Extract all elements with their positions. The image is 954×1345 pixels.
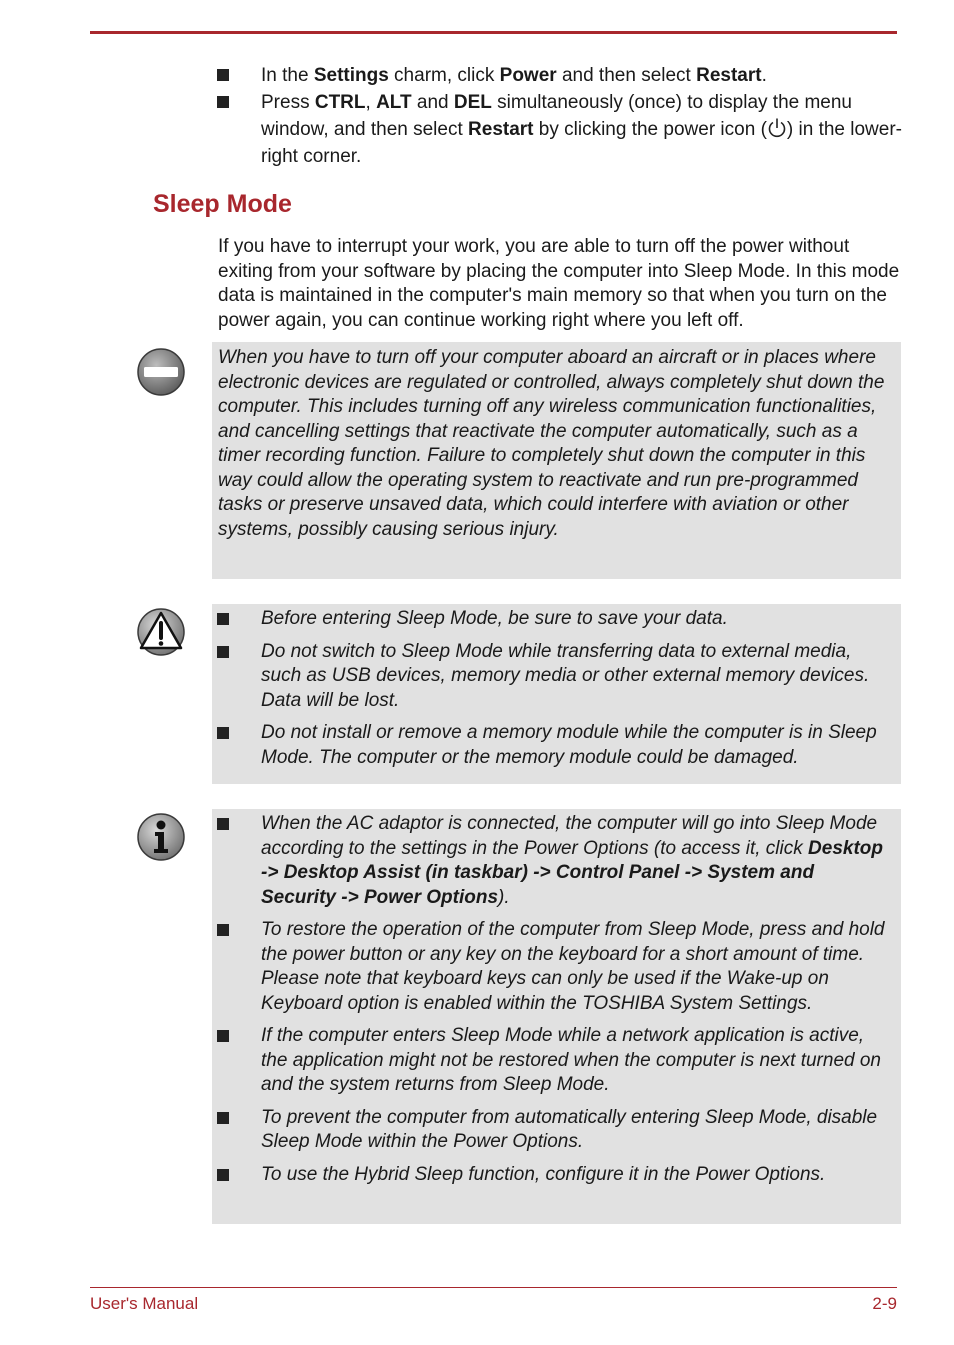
list-item: To prevent the computer from automatically entering Sleep Mode, disable Sleep Mode within the Power Options. bbox=[217, 1106, 893, 1155]
info-list bbox=[212, 809, 901, 1187]
bullet-square bbox=[217, 727, 229, 739]
prohibition-icon bbox=[135, 346, 187, 398]
bullet-square bbox=[217, 1112, 229, 1124]
section-title: Sleep Mode bbox=[153, 190, 292, 218]
footer-title: User's Manual bbox=[90, 1294, 199, 1313]
list-item: In the Settings charm, click Power and then select Restart. bbox=[217, 62, 902, 89]
restart-methods-list bbox=[217, 62, 902, 170]
bullet-square bbox=[217, 646, 229, 658]
info-note bbox=[212, 809, 901, 1224]
list-item: If the computer enters Sleep Mode while a network application is active, the application might not be restored when the computer is next turned on and the system returns from Sleep Mode. bbox=[217, 1024, 893, 1098]
bullet-square bbox=[217, 818, 229, 830]
list-item: Do not switch to Sleep Mode while transferring data to external media, such as USB devices, memory media or other external memory devices. Data will be lost. bbox=[217, 640, 893, 714]
bullet-square bbox=[217, 96, 229, 108]
power-icon bbox=[767, 117, 787, 139]
list-item: Do not install or remove a memory module while the computer is in Sleep Mode. The computer or the memory module could be damaged. bbox=[217, 721, 893, 770]
page-number: 2-9 bbox=[872, 1294, 897, 1313]
bullet-square bbox=[217, 924, 229, 936]
caution-list bbox=[212, 604, 901, 770]
prohibition-note bbox=[212, 342, 901, 579]
list-item: To use the Hybrid Sleep function, configure it in the Power Options. bbox=[217, 1163, 893, 1188]
bullet-square bbox=[217, 69, 229, 81]
caution-icon bbox=[135, 606, 187, 658]
list-item: To restore the operation of the computer from Sleep Mode, press and hold the power button or any key on the keyboard for a short amount of time. Please note that keyboard keys can only be used if the Wake-up on Keyboard option is enabled within the TOSHIBA System Settings. bbox=[217, 918, 893, 1016]
prohibition-note-text: When you have to turn off your computer aboard an aircraft or in places where electronic devices are regulated or controlled, always completely shut down the computer. This includes turning off any wireless communication functionalities, and cancelling settings that reactivate the computer automatically, such as a timer recording function. Failure to completely shut down the computer in this way could allow the operating system to reactivate and run pre-programmed tasks or preserve unsaved data, which could interfere with aviation or other systems, possibly causing serious injury. bbox=[218, 347, 885, 540]
bullet-square bbox=[217, 1169, 229, 1181]
list-item: Press CTRL, ALT and DEL simultaneously (once) to display the menu window, and then select Restart by clicking the power icon ( ) in the lower-right corner. bbox=[217, 89, 902, 170]
intro-paragraph: If you have to interrupt your work, you are able to turn off the power without exiting from your software by placing the computer into Sleep Mode. In this mode data is maintained in the computer's main memory so that when you turn on the power again, you can continue working right where you left off. bbox=[218, 236, 900, 331]
list-item: Before entering Sleep Mode, be sure to save your data. bbox=[217, 607, 893, 632]
bullet-square bbox=[217, 613, 229, 625]
bullet-square bbox=[217, 1030, 229, 1042]
footer-rule bbox=[90, 1287, 897, 1288]
info-icon bbox=[135, 811, 187, 863]
caution-note bbox=[212, 604, 901, 784]
header-rule bbox=[90, 31, 897, 34]
list-item: When the AC adaptor is connected, the computer will go into Sleep Mode according to the settings in the Power Options (to access it, click Desktop -> Desktop Assist (in taskbar) -> Control Panel -> System and Security -> Power Options). bbox=[217, 812, 893, 910]
